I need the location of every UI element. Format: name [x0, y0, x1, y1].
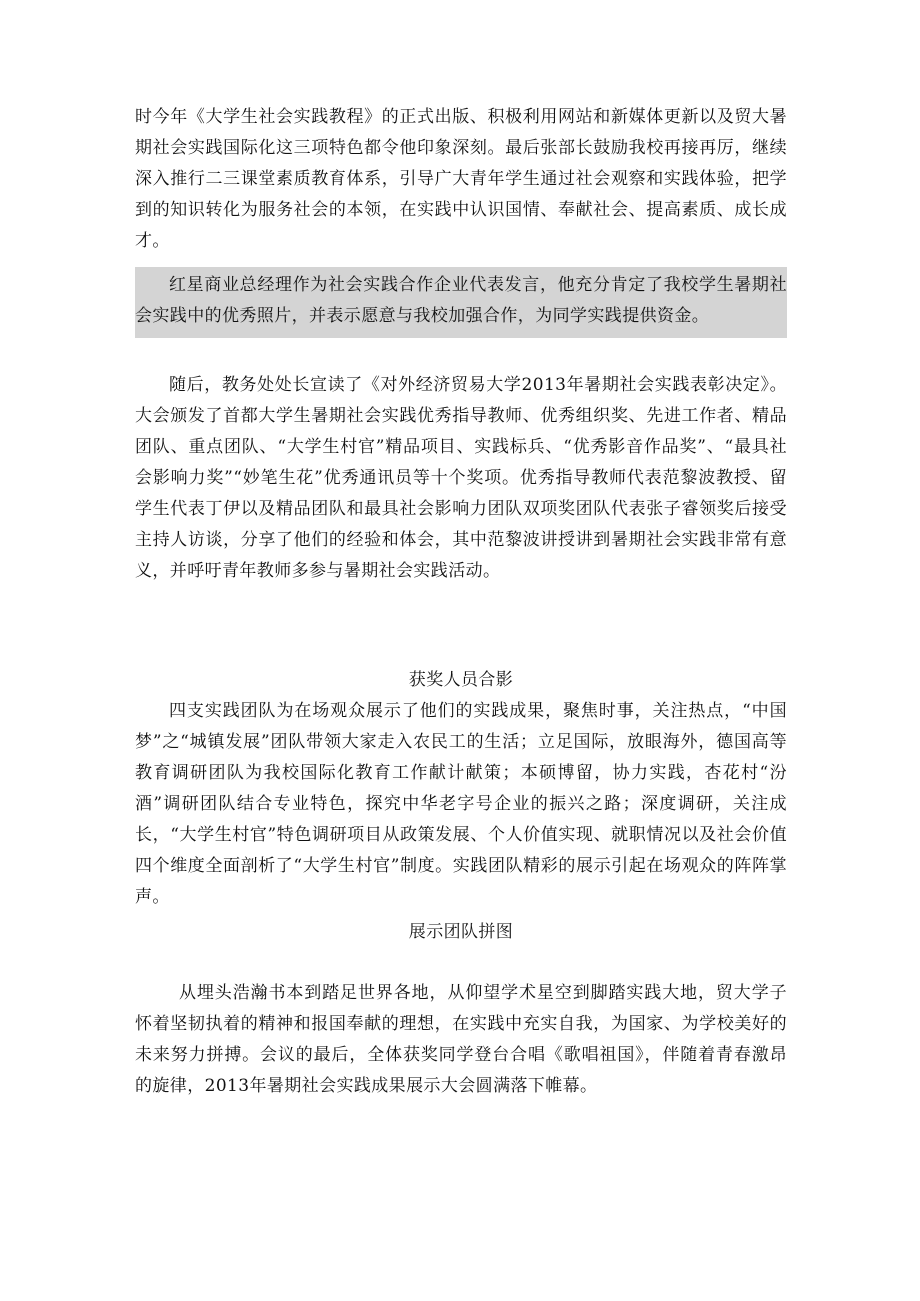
paragraph-enterprise-speech: 红星商业总经理作为社会实践合作企业代表发言，他充分肯定了我校学生暑期社会实践中的优秀照片，并表示愿意与我校加强合作，为同学实践提供资金。: [135, 267, 787, 338]
paragraph-intro: 时今年《大学生社会实践教程》的正式出版、积极利用网站和新媒体更新以及贸大暑期社会实践国际化这三项特色都令他印象深刻。最后张部长鼓励我校再接再厉，继续深入推行二三课堂素质教育体系，引导广大青年学生通过社会观察和实践体验，把学到的知识转化为服务社会的本领，在实践中认识国情、奉献社会、提高素质、成长成才。: [135, 107, 787, 251]
paragraph-closing: 从埋头浩瀚书本到踏足世界各地，从仰望学术星空到脚踏实践大地，贸大学子怀着坚韧执着的精神和报国奉献的理想，在实践中充实自我，为国家、为学校美好的未来努力拼搏。会议的最后，全体获奖同学登台合唱《歌唱祖国》，伴随着青春激昂的旋律，2013年暑期社会实践成果展示大会圆满落下帷幕。: [135, 983, 787, 1096]
photo-caption-team-collage: 展示团队拼图: [408, 922, 514, 942]
paragraph-awards: 随后，教务处处长宣读了《对外经济贸易大学2013年暑期社会实践表彰决定》。大会颁发了首都大学生暑期社会实践优秀指导教师、优秀组织奖、先进工作者、精品团队、重点团队、“大学生村官”精品项目、实践标兵、“优秀影音作品奖”、“最具社会影响力奖”“妙笔生花”优秀通讯员等十个奖项。优秀指导教师代表范黎波教授、留学生代表丁伊以及精品团队和最具社会影响力团队双项奖团队代表张子睿领奖后接受主持人访谈，分享了他们的经验和体会，其中范黎波讲授讲到暑期社会实践非常有意义，并呼吁青年教师多参与暑期社会实践活动。: [135, 375, 787, 581]
document-page: [135, 102, 787, 1102]
photo-caption-award-winners: 获奖人员合影: [408, 670, 514, 690]
paragraph-team-showcase: 四支实践团队为在场观众展示了他们的实践成果，聚焦时事，关注热点，“中国梦”之“城镇发展”团队带领大家走入农民工的生活；立足国际，放眼海外，德国高等教育调研团队为我校国际化教育工作献计献策；本硕博留，协力实践，杏花村“汾酒”调研团队结合专业特色，探究中华老字号企业的振兴之路；深度调研，关注成长，“大学生村官”特色调研项目从政策发展、个人价值实现、就职情况以及社会价值四个维度全面剖析了“大学生村官”制度。实践团队精彩的展示引起在场观众的阵阵掌声。: [135, 701, 787, 907]
